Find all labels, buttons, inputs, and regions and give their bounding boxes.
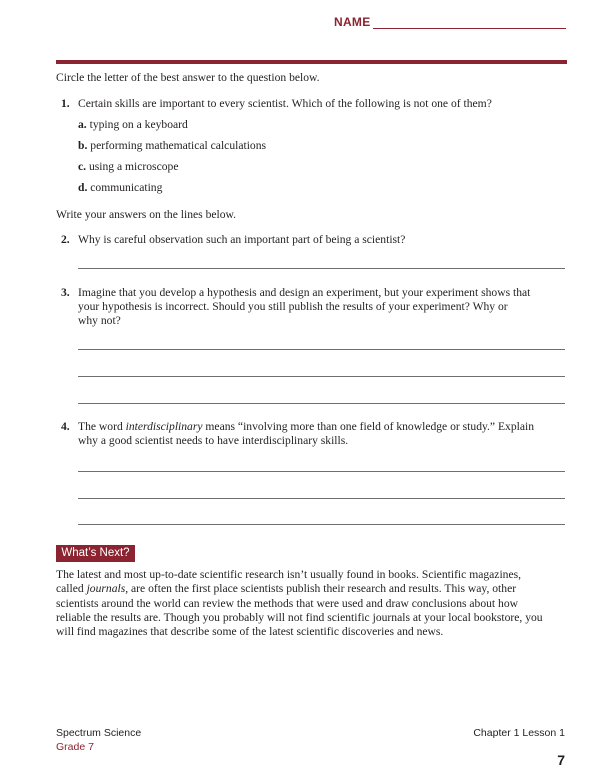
- whats-next-line-2: [56, 582, 568, 596]
- option-c-letter: c.: [78, 160, 87, 173]
- question-1-text: Certain skills are important to every scientist. Which of the following is not one of them?: [78, 97, 492, 110]
- answer-line-q4-3[interactable]: [78, 524, 565, 525]
- question-2-text: Why is careful observation such an important part of being a scientist?: [78, 233, 406, 246]
- whats-next-line-1: The latest and most up-to-date scientific research isn’t usually found in books. Scientific magazines,: [56, 568, 522, 581]
- option-a[interactable]: [78, 118, 188, 131]
- answer-line-q3-1[interactable]: [78, 349, 565, 350]
- option-b[interactable]: [78, 139, 266, 152]
- option-a-letter: a.: [78, 118, 87, 131]
- whats-next-term: journals: [86, 582, 126, 596]
- question-3-line-2: your hypothesis is incorrect. Should you still publish the results of your experiment? Why or: [78, 300, 508, 313]
- question-4-line-1: [78, 420, 564, 434]
- question-3-line-3: why not?: [78, 314, 121, 327]
- whats-next-line-2-after: , are often the first place scientists publish their research and results. This way, other: [125, 582, 517, 596]
- answer-line-q3-2[interactable]: [78, 376, 565, 377]
- answer-line-q4-1[interactable]: [78, 471, 565, 472]
- question-1-number: 1.: [61, 97, 70, 110]
- answer-line-q2-1[interactable]: [78, 268, 565, 269]
- name-answer-line[interactable]: [373, 28, 566, 29]
- answer-line-q3-3[interactable]: [78, 403, 565, 404]
- whats-next-paragraph: [56, 568, 568, 639]
- question-4-line-2: why a good scientist needs to have interdisciplinary skills.: [78, 434, 349, 447]
- option-d-letter: d.: [78, 181, 88, 194]
- footer-grade: Grade 7: [56, 741, 94, 753]
- option-d[interactable]: [78, 181, 162, 194]
- option-c[interactable]: [78, 160, 178, 173]
- question-3-line-1: Imagine that you develop a hypothesis and design an experiment, but your experiment shows that: [78, 286, 531, 299]
- whats-next-line-3: scientists around the world can review the methods that were used and draw conclusions about how: [56, 596, 519, 610]
- instruction-write: Write your answers on the lines below.: [56, 208, 237, 221]
- option-d-text: communicating: [90, 181, 163, 194]
- whats-next-line-2-before: called: [56, 582, 87, 596]
- question-4-term: interdisciplinary: [125, 420, 203, 433]
- whats-next-line-4: reliable the results are. Though you probably will not find scientific journals at your local bookstore, you: [56, 610, 543, 624]
- option-b-letter: b.: [78, 139, 88, 152]
- question-4-text-after: means “involving more than one field of knowledge or study.” Explain: [202, 420, 535, 433]
- whats-next-line-5: will find magazines that describe some of the latest scientific discoveries and news.: [56, 625, 444, 639]
- question-2-number: 2.: [61, 233, 70, 246]
- name-label: NAME: [334, 15, 371, 29]
- option-c-text: using a microscope: [88, 160, 179, 173]
- header-rule: [56, 60, 567, 64]
- option-a-text: typing on a keyboard: [89, 118, 188, 131]
- question-3-number: 3.: [61, 286, 70, 299]
- instruction-circle: Circle the letter of the best answer to the question below.: [56, 71, 320, 84]
- question-4-number: 4.: [61, 420, 70, 433]
- question-4-text-before: The word: [78, 420, 126, 433]
- footer-series: Spectrum Science: [56, 727, 142, 739]
- whats-next-badge: What’s Next?: [56, 545, 135, 562]
- question-4-text: [78, 420, 564, 448]
- footer-chapter: Chapter 1 Lesson 1: [473, 727, 565, 739]
- question-3-text: [78, 286, 564, 328]
- answer-line-q4-2[interactable]: [78, 498, 565, 499]
- page-number: 7: [557, 752, 565, 768]
- option-b-text: performing mathematical calculations: [90, 139, 267, 152]
